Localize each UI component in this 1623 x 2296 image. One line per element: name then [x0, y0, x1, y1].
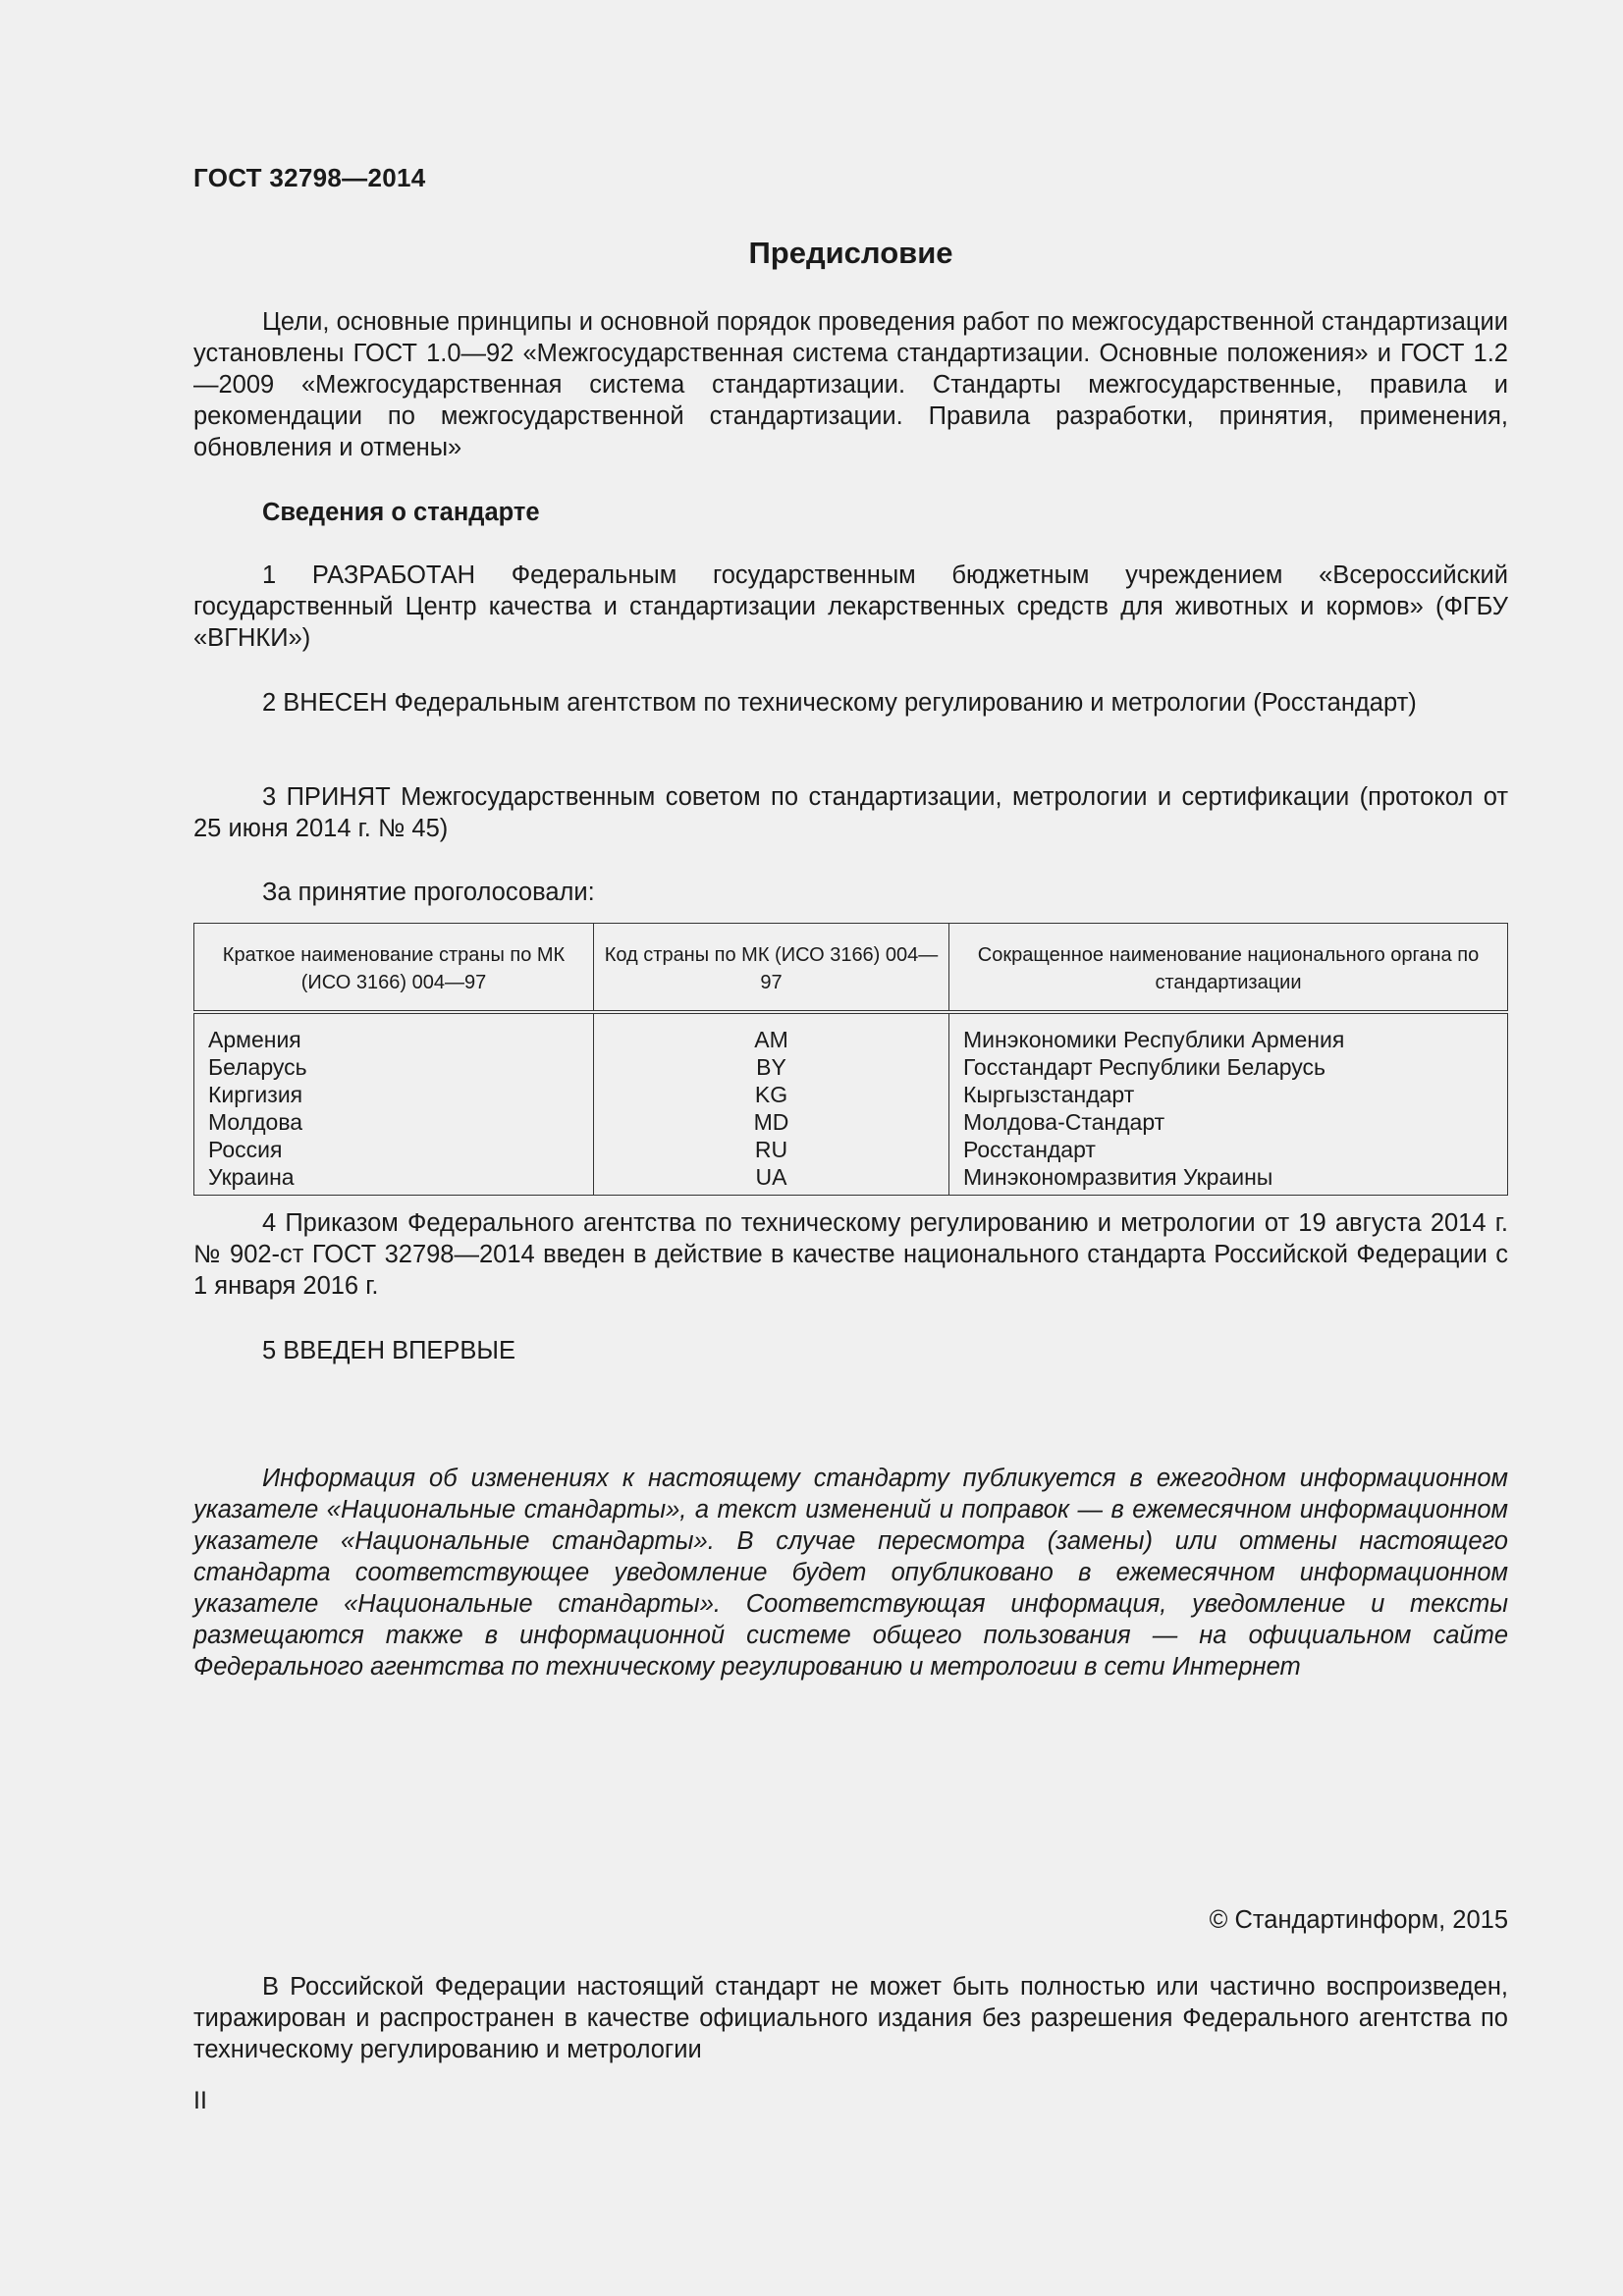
table-cell-country: Киргизия	[208, 1082, 303, 1107]
table-header-country: Краткое наименование страны по МК (ИСО 3166) 004—97	[194, 924, 594, 1013]
table-row	[194, 1136, 1508, 1163]
table-cell-code: BY	[594, 1053, 949, 1081]
table-header-code: Код страны по МК (ИСО 3166) 004—97	[594, 924, 949, 1013]
item-3: 3 ПРИНЯТ Межгосударственным советом по стандартизации, метрологии и сертификации (протокол от 25 июня 2014 г. № 45)	[193, 783, 1508, 842]
document-id: ГОСТ 32798—2014	[193, 163, 426, 192]
table-header-body: Сокращенное наименование национального органа по стандартизации	[949, 924, 1508, 1013]
table-cell-country: Украина	[208, 1164, 295, 1190]
table-row	[194, 1053, 1508, 1081]
table-cell-body: Молдова-Стандарт	[949, 1108, 1508, 1136]
table-cell-country: Беларусь	[208, 1054, 307, 1080]
intro-paragraph: Цели, основные принципы и основной порядок проведения работ по межгосударственной стандартизации установлены ГОСТ 1.0—92 «Межгосударственная система стандартизации. Основные положения» и ГОСТ 1.2—2009 «Межгосударственная система стандартизации. Стандарты межгосударственные, правила и рекомендации по межгосударственной стандартизации. Правила разработки, принятия, применения, обновления и отмены»	[193, 308, 1508, 461]
table-cell-code: KG	[594, 1081, 949, 1108]
page-number: II	[193, 2087, 207, 2114]
table-cell-country: Армения	[208, 1027, 301, 1052]
table-cell-country: Молдова	[208, 1109, 303, 1135]
page-title: Предисловие	[748, 236, 953, 270]
table-header-row	[194, 924, 1508, 1013]
table-row	[194, 1108, 1508, 1136]
table-cell-code: AM	[594, 1012, 949, 1053]
item-5: 5 ВВЕДЕН ВПЕРВЫЕ	[262, 1337, 516, 1364]
table-cell-body: Кыргызстандарт	[949, 1081, 1508, 1108]
item-4: 4 Приказом Федерального агентства по техническому регулированию и метрологии от 19 августа 2014 г. № 902-ст ГОСТ 32798—2014 введен в действие в качестве национального стандарта Российской Федерации с 1 января 2016 г.	[193, 1209, 1508, 1300]
table-cell-body: Минэкономики Республики Армения	[949, 1012, 1508, 1053]
table-cell-country: Россия	[208, 1137, 283, 1162]
table-row	[194, 1081, 1508, 1108]
item-2: 2 ВНЕСЕН Федеральным агентством по техническому регулированию и метрологии (Росстандарт)	[262, 689, 1417, 717]
table-cell-body: Госстандарт Республики Беларусь	[949, 1053, 1508, 1081]
item-1: 1 РАЗРАБОТАН Федеральным государственным бюджетным учреждением «Всероссийский государственный Центр качества и стандартизации лекарственных средств для животных и кормов» (ФГБУ «ВГНКИ»)	[193, 561, 1508, 652]
table-row	[194, 1012, 1508, 1053]
table-cell-body: Минэкономразвития Украины	[949, 1163, 1508, 1196]
table-cell-code: UA	[594, 1163, 949, 1196]
table-cell-code: MD	[594, 1108, 949, 1136]
vote-label: За принятие проголосовали:	[262, 879, 595, 906]
table-cell-code: RU	[594, 1136, 949, 1163]
info-heading: Сведения о стандарте	[262, 499, 540, 526]
table-cell-body: Росстандарт	[949, 1136, 1508, 1163]
table-row	[194, 1163, 1508, 1196]
votes-table	[193, 923, 1508, 1196]
copyright-notice: © Стандартинформ, 2015	[1209, 1906, 1508, 1934]
changes-note: Информация об изменениях к настоящему стандарту публикуется в ежегодном информационном указателе «Национальные стандарты», а текст изменений и поправок — в ежемесячном информационном указателе «Национальные стандарты». В случае пересмотра (замены) или отмены настоящего стандарта соответствующее уведомление будет опубликовано в ежемесячном информационном указателе «Национальные стандарты». Соответствующая информация, уведомление и тексты размещаются также в информационной системе общего пользования — на официальном сайте Федерального агентства по техническому регулированию и метрологии в сети Интернет	[193, 1465, 1508, 1681]
reproduction-notice: В Российской Федерации настоящий стандарт не может быть полностью или частично воспроизведен, тиражирован и распространен в качестве официального издания без разрешения Федерального агентства по техническому регулированию и метрологии	[193, 1973, 1508, 2063]
